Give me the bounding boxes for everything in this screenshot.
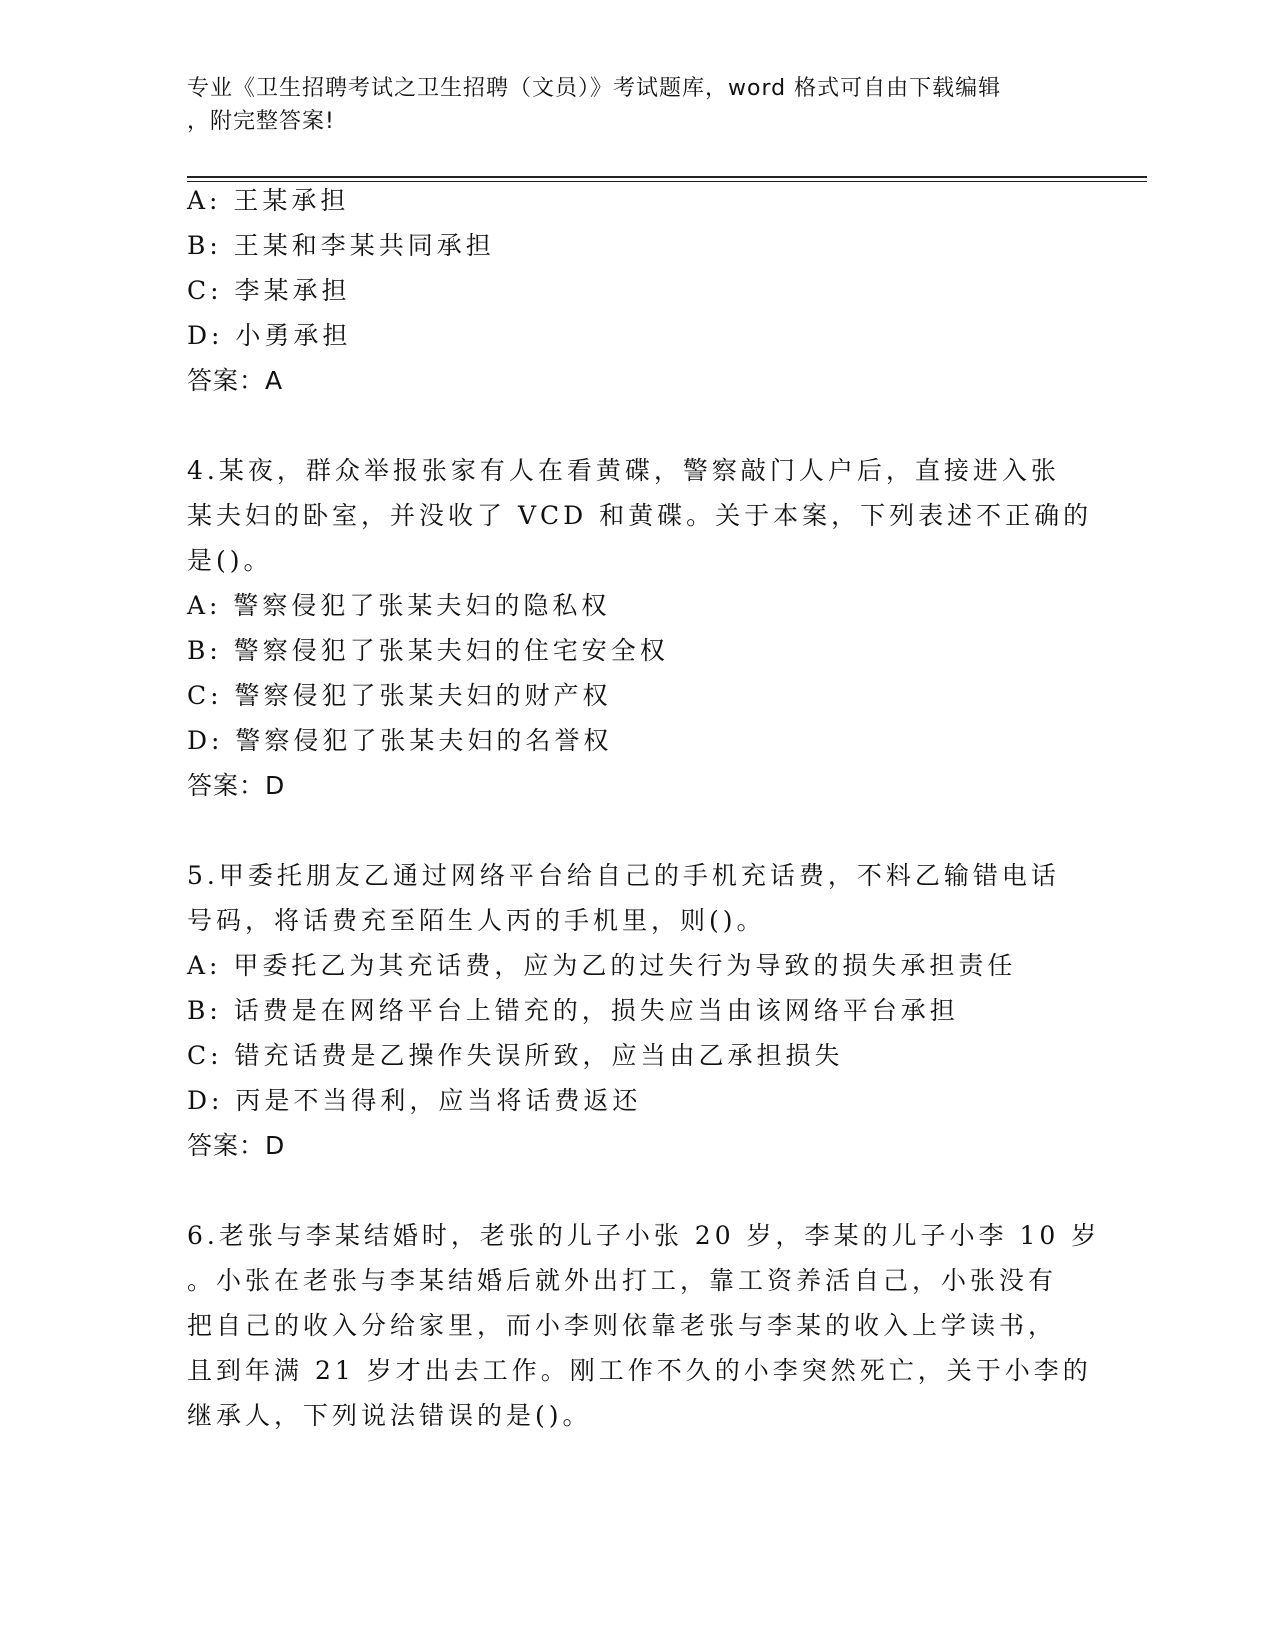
q5-option-d: D: 丙是不当得利，应当将话费返还 [187,1086,642,1115]
header-line-1: 专业《卫生招聘考试之卫生招聘（文员）》考试题库，word 格式可自由下载编辑 [187,76,1002,101]
q4-answer: 答案：D [187,771,286,800]
q6-stem-line-2: 。小张在老张与李某结婚后就外出打工，靠工资养活自己，小张没有 [187,1266,1058,1295]
q3-answer: 答案：A [187,366,284,395]
q3-option-d: D: 小勇承担 [187,321,352,350]
q5-option-a: A: 甲委托乙为其充话费，应为乙的过失行为导致的损失承担责任 [187,951,1017,980]
q4-option-a: A: 警察侵犯了张某夫妇的隐私权 [187,591,611,620]
q4-option-b: B: 警察侵犯了张某夫妇的住宅安全权 [187,636,669,665]
q4-stem-line-3: 是()。 [187,546,273,575]
q6-stem-line-3: 把自己的收入分给家里，而小李则依靠老张与李某的收入上学读书， [187,1311,1058,1340]
q4-option-d: D: 警察侵犯了张某夫妇的名誉权 [187,726,613,755]
q4-stem-line-1: 4.某夜，群众举报张家有人在看黄碟，警察敲门人户后，直接进入张 [187,456,1060,485]
header-divider-thin [187,181,1147,182]
q3-option-b: B: 王某和李某共同承担 [187,231,495,260]
q6-stem-line-4: 且到年满 21 岁才出去工作。刚工作不久的小李突然死亡，关于小李的 [187,1356,1092,1385]
q5-answer: 答案：D [187,1131,286,1160]
q3-option-c: C: 李某承担 [187,276,351,305]
q5-option-b: B: 话费是在网络平台上错充的，损失应当由该网络平台承担 [187,996,959,1025]
q3-option-a: A: 王某承担 [187,186,350,215]
q6-stem-line-1: 6.老张与李某结婚时，老张的儿子小张 20 岁，李某的儿子小李 10 岁 [187,1221,1101,1250]
q4-stem-line-2: 某夫妇的卧室，并没收了 VCD 和黄碟。关于本案，下列表述不正确的 [187,501,1093,530]
q5-stem-line-1: 5.甲委托朋友乙通过网络平台给自己的手机充话费，不料乙输错电话 [187,861,1060,890]
header-line-2: ，附完整答案! [187,109,335,134]
q5-stem-line-2: 号码，将话费充至陌生人丙的手机里，则()。 [187,906,766,935]
q6-stem-line-5: 继承人，下列说法错误的是()。 [187,1401,592,1430]
q4-option-c: C: 警察侵犯了张某夫妇的财产权 [187,681,612,710]
document-header [187,72,1067,138]
header-divider-thick [187,176,1147,178]
q5-option-c: C: 错充话费是乙操作失误所致，应当由乙承担损失 [187,1041,844,1070]
